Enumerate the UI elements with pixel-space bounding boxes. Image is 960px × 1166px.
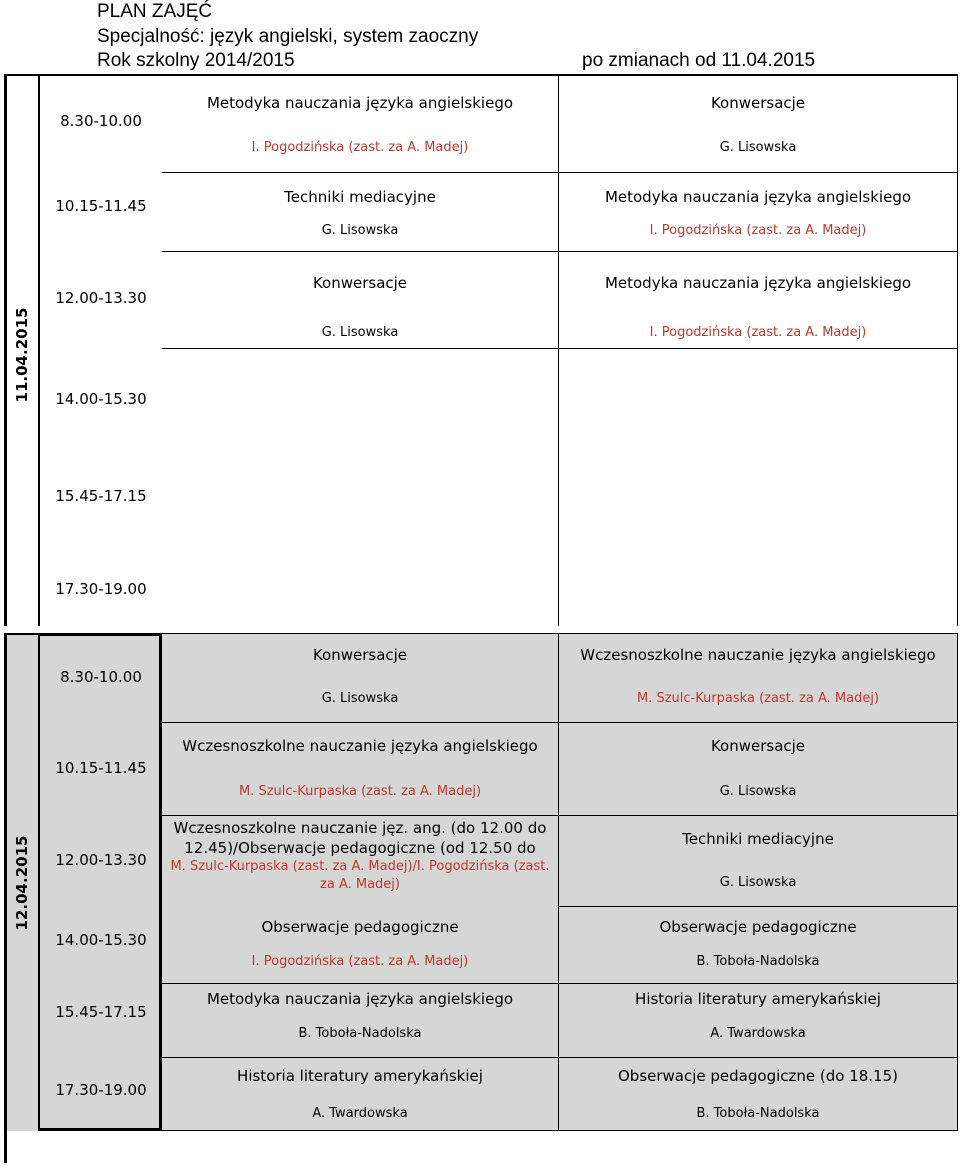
day2-row-line-3 xyxy=(558,906,958,907)
day2-slot3-left xyxy=(162,818,558,894)
day1-slot3-right xyxy=(558,273,958,342)
day1-date-divider xyxy=(38,74,40,626)
day1-row-line-3 xyxy=(162,348,958,349)
school-year: Rok szkolny 2014/2015 xyxy=(97,50,295,71)
day1-time-4: 14.00-15.30 xyxy=(55,390,147,408)
subject-line-1: Wczesnoszkolne nauczanie jęz. ang. (do 12.00 do xyxy=(173,819,547,837)
day1-left-border xyxy=(4,74,7,626)
day2-slot4-left xyxy=(162,917,558,971)
teacher: I. Pogodzińska (zast. za A. Madej) xyxy=(649,325,867,340)
subject: Konwersacje xyxy=(710,737,806,755)
teacher-line-1: M. Szulc-Kurpaska (zast. za A. Madej)/I. Pogodzińska (zast. xyxy=(170,859,550,874)
subject: Metodyka nauczania języka angielskiego xyxy=(206,990,514,1008)
teacher: B. Toboła-Nadolska xyxy=(696,954,820,969)
day2-row-line-5 xyxy=(162,1057,958,1058)
day1-time-2: 10.15-11.45 xyxy=(55,197,147,215)
teacher: B. Toboła-Nadolska xyxy=(298,1026,422,1041)
subject: Techniki mediacyjne xyxy=(682,830,834,848)
teacher: G. Lisowska xyxy=(321,325,399,340)
teacher: I. Pogodzińska (zast. za A. Madej) xyxy=(649,223,867,238)
day2-slot6-right xyxy=(558,1066,958,1123)
day2-time-1: 8.30-10.00 xyxy=(60,668,142,686)
subject: Obserwacje pedagogiczne xyxy=(261,918,459,936)
teacher: B. Toboła-Nadolska xyxy=(696,1106,820,1121)
day1-slot3-left xyxy=(162,273,558,342)
subject: Historia literatury amerykańskiej xyxy=(237,1067,483,1085)
subject: Techniki mediacyjne xyxy=(284,188,436,206)
subject: Obserwacje pedagogiczne xyxy=(659,918,857,936)
day2-time-6: 17.30-19.00 xyxy=(55,1081,147,1099)
page-title: PLAN ZAJĘĆ xyxy=(97,1,213,22)
day2-row-line-1 xyxy=(162,722,958,723)
subject: Wczesnoszkolne nauczanie języka angielskiego xyxy=(580,646,936,664)
day2-top-border-left xyxy=(4,633,40,635)
teacher: G. Lisowska xyxy=(321,223,399,238)
day1-slot2-left xyxy=(162,187,558,240)
teacher: G. Lisowska xyxy=(719,140,797,155)
day2-time-3: 12.00-13.30 xyxy=(55,851,147,869)
subject: Konwersacje xyxy=(710,94,806,112)
subject: Metodyka nauczania języka angielskiego xyxy=(206,94,514,112)
day2-slot2-right xyxy=(558,736,958,801)
day2-slot2-left xyxy=(162,736,558,801)
day2-slot1-left xyxy=(162,645,558,708)
day2-time-5: 15.45-17.15 xyxy=(55,1003,147,1021)
specialty-line: Specjalność: język angielski, system zaoczny xyxy=(97,26,479,47)
day1-row-line-2 xyxy=(162,251,958,252)
teacher: G. Lisowska xyxy=(719,784,797,799)
teacher: A. Twardowska xyxy=(710,1026,806,1041)
day2-slot4-right xyxy=(558,917,958,971)
teacher: G. Lisowska xyxy=(719,875,797,890)
teacher: M. Szulc-Kurpaska (zast. za A. Madej) xyxy=(636,691,880,706)
subject: Konwersacje xyxy=(312,646,408,664)
day1-time-6: 17.30-19.00 xyxy=(55,580,147,598)
teacher-line-2: za A. Madej) xyxy=(320,877,400,892)
day2-slot5-left xyxy=(162,989,558,1043)
teacher: M. Szulc-Kurpaska (zast. za A. Madej) xyxy=(238,784,482,799)
day2-slot3-right xyxy=(558,829,958,892)
subject: Metodyka nauczania języka angielskiego xyxy=(604,274,912,292)
subject: Metodyka nauczania języka angielskiego xyxy=(604,188,912,206)
day1-time-1: 8.30-10.00 xyxy=(60,112,142,130)
change-note: po zmianach od 11.04.2015 xyxy=(582,50,816,71)
day1-time-5: 15.45-17.15 xyxy=(55,487,147,505)
day2-left-border xyxy=(4,633,7,1163)
teacher: A. Twardowska xyxy=(312,1106,408,1121)
day2-slot1-right xyxy=(558,645,958,708)
day2-slot5-right xyxy=(558,989,958,1043)
day1-date: 11.04.2015 xyxy=(13,307,31,403)
day2-time-column xyxy=(40,633,162,1131)
day2-time-2: 10.15-11.45 xyxy=(55,759,147,777)
teacher: I. Pogodzińska (zast. za A. Madej) xyxy=(251,140,469,155)
teacher: G. Lisowska xyxy=(321,691,399,706)
day2-row-line-2 xyxy=(162,815,958,816)
teacher: I. Pogodzińska (zast. za A. Madej) xyxy=(251,954,469,969)
day2-time-4: 14.00-15.30 xyxy=(55,931,147,949)
subject-line-2: 12.45)/Obserwacje pedagogiczne (od 12.50 do xyxy=(184,839,536,857)
subject: Konwersacje xyxy=(312,274,408,292)
day1-time-3: 12.00-13.30 xyxy=(55,289,147,307)
subject: Historia literatury amerykańskiej xyxy=(635,990,881,1008)
subject: Obserwacje pedagogiczne (do 18.15) xyxy=(618,1067,898,1085)
day2-date: 12.04.2015 xyxy=(13,835,31,931)
day2-date-divider xyxy=(38,633,40,1131)
day1-slot1-left xyxy=(162,93,558,157)
day2-row-line-4 xyxy=(162,983,958,984)
day2-slot6-left xyxy=(162,1066,558,1123)
day1-slot2-right xyxy=(558,187,958,240)
day1-slot1-right xyxy=(558,93,958,157)
day1-row-line-1 xyxy=(162,172,958,173)
subject: Wczesnoszkolne nauczanie języka angielskiego xyxy=(182,737,538,755)
